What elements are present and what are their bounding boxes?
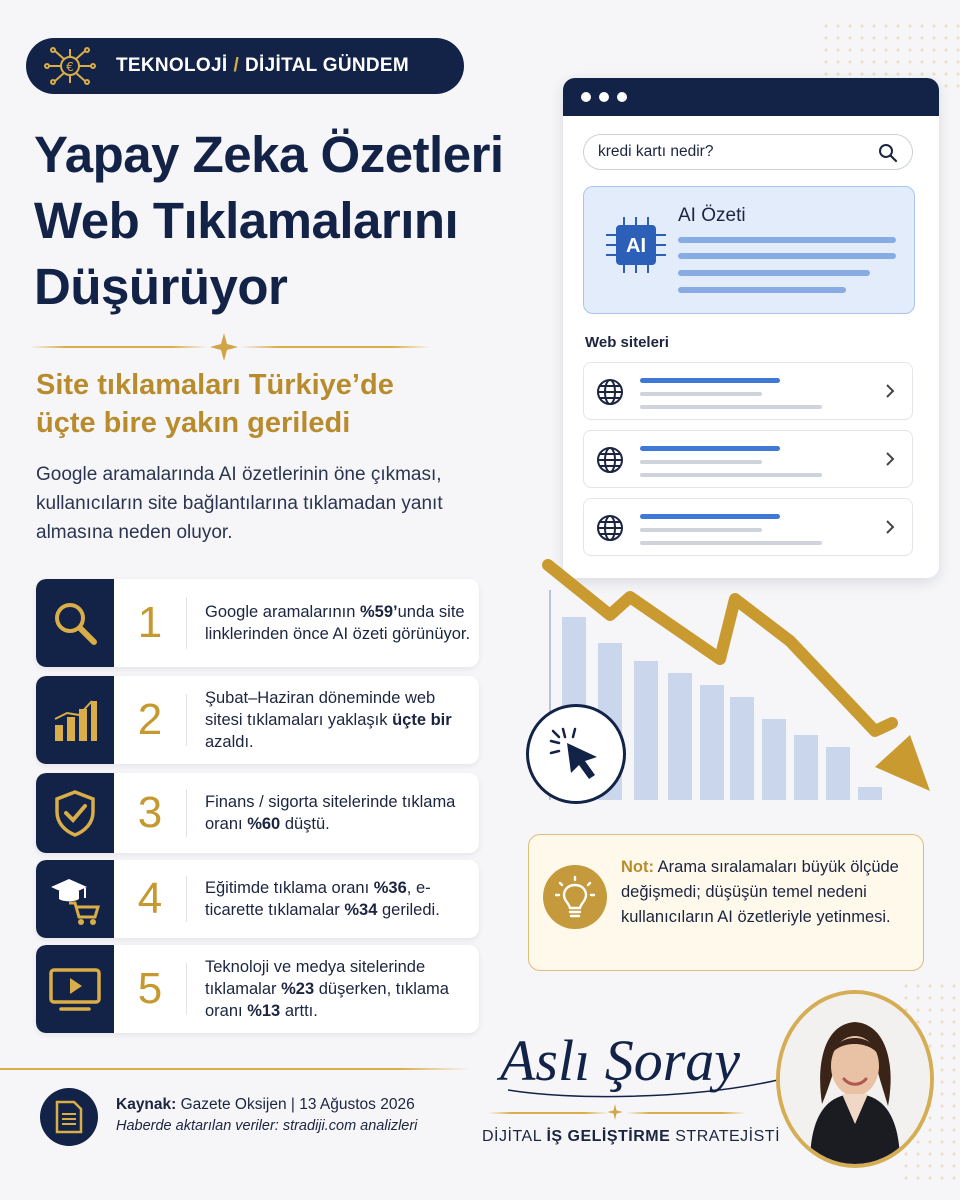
stat-number: 4 <box>137 874 163 923</box>
stat-row-4 <box>36 860 479 938</box>
sparkle-icon <box>607 1104 623 1125</box>
search-input[interactable]: kredi kartı nedir? <box>583 134 913 170</box>
note-card <box>528 834 924 971</box>
page-title: Yapay Zeka Özetleri Web Tıklamalarını Düşürüyor <box>34 126 504 315</box>
author-role: DİJİTAL İŞ GELİŞTİRME STRATEJİSTİ <box>482 1128 781 1145</box>
chevron-right-icon <box>884 451 896 472</box>
subtitle: Site tıklamaları Türkiye’de üçte bire yakın geriledi <box>36 369 394 439</box>
stat-text: Finans / sigorta sitelerinde tıklama oranı %60 düştü. <box>205 793 456 833</box>
category-pill <box>26 38 464 94</box>
globe-icon <box>596 514 624 547</box>
stat-text: Google aramalarının %59’unda site linklerinden önce AI özeti görünüyor. <box>205 603 471 643</box>
stat-row-1 <box>36 579 479 667</box>
source-data-note: Haberde aktarılan veriler: stradiji.com analizleri <box>116 1118 418 1134</box>
chevron-right-icon <box>884 519 896 540</box>
svg-text:Aslı Şoray: Aslı Şoray <box>500 1028 741 1093</box>
video-monitor-icon <box>36 945 114 1033</box>
stat-number: 1 <box>137 598 163 647</box>
note-text: Not: Arama sıralamaları büyük ölçüde değişmedi; düşüşün temel nedeni kullanıcıların AI özetleriyle yetinmesi. <box>621 858 899 926</box>
circuit-brain-icon <box>42 38 98 94</box>
ai-overview-label: AI Özeti <box>678 205 746 226</box>
browser-mockup <box>563 78 939 578</box>
result-card[interactable] <box>583 430 913 488</box>
footer-divider <box>0 1068 470 1070</box>
svg-text:AI: AI <box>626 235 646 257</box>
browser-titlebar <box>563 78 939 116</box>
shield-check-icon <box>36 773 114 853</box>
globe-icon <box>596 378 624 411</box>
avatar <box>776 990 934 1168</box>
document-icon <box>40 1088 98 1146</box>
ai-chip-icon <box>604 213 668 282</box>
stat-number: 3 <box>137 788 163 837</box>
search-icon[interactable] <box>878 143 898 168</box>
sparkle-icon <box>208 331 240 368</box>
bar-chart-icon <box>36 676 114 764</box>
stat-text: Şubat–Haziran döneminde web sitesi tıklamaları yaklaşık üçte bir azaldı. <box>205 689 452 751</box>
source-line: Kaynak: Gazete Oksijen | 13 Ağustos 2026 <box>116 1096 415 1113</box>
title-divider <box>30 346 208 348</box>
stat-text: Teknoloji ve medya sitelerinde tıklamalar %23 düşerken, tıklama oranı %13 arttı. <box>205 958 449 1020</box>
lightbulb-icon <box>543 865 607 929</box>
stat-row-3 <box>36 773 479 853</box>
title-divider-right <box>240 346 430 348</box>
signature-divider <box>488 1112 608 1114</box>
author-signature <box>488 1010 788 1110</box>
ai-overview-panel <box>583 186 915 314</box>
category-label: TEKNOLOJİ / DİJİTAL GÜNDEM <box>116 55 409 76</box>
magnifier-icon <box>36 579 114 667</box>
graduation-cart-icon <box>36 860 114 938</box>
chevron-right-icon <box>884 383 896 404</box>
signature-divider-right <box>626 1112 746 1114</box>
globe-icon <box>596 446 624 479</box>
stat-row-5 <box>36 945 479 1033</box>
cursor-click-icon <box>526 704 626 804</box>
stat-row-2 <box>36 676 479 764</box>
result-card[interactable] <box>583 362 913 420</box>
svg-text:€: € <box>66 60 74 74</box>
stat-text: Eğitimde tıklama oranı %36, e-ticarette tıklamalar %34 geriledi. <box>205 879 440 919</box>
stat-number: 5 <box>137 964 163 1013</box>
stat-number: 2 <box>137 695 163 744</box>
web-results-label: Web siteleri <box>585 334 669 351</box>
intro-text: Google aramalarında AI özetlerinin öne çıkması, kullanıcıların site bağlantılarına tıklamadan yanıt almasına neden oluyor. <box>36 464 443 543</box>
result-card[interactable] <box>583 498 913 556</box>
